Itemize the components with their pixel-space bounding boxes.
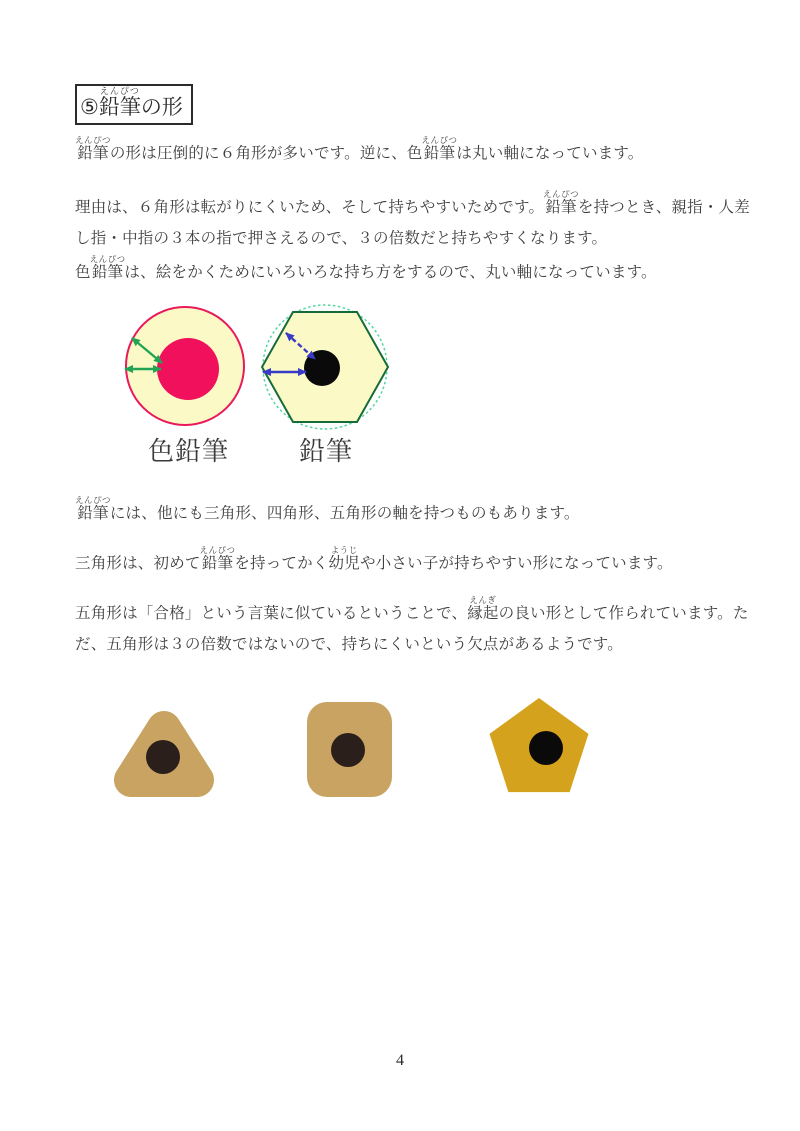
other-cross-sections-illustration [100, 690, 610, 810]
section-title-box [75, 84, 193, 125]
paragraph-other-shapes: 鉛筆えんぴつには、他にも三角形、四角形、五角形の軸を持つものもあります。 [75, 495, 580, 522]
paragraph-colored-pencil-round: 色鉛筆えんぴつは、絵をかくためにいろいろな持ち方をするので、丸い軸になっています。 [75, 254, 657, 282]
pentagon-pencil-core-circle [529, 731, 563, 765]
paragraph-pentagon: 五角形は「合格」という言葉に似ているということで、縁起えんぎの良い形として作られています。ただ、五角形は３の倍数ではないので、持ちにくいという欠点があるようです。 [75, 595, 749, 653]
label-pencil: 鉛筆 [299, 436, 354, 466]
lower-text-block [75, 495, 753, 676]
section-title-text: ⑤鉛筆えんぴつの形 [80, 86, 183, 119]
triangle-pencil-core-circle [146, 740, 180, 774]
upper-text-block [75, 84, 753, 304]
colored-pencil-core-circle [157, 338, 219, 400]
square-pencil-core-circle [331, 733, 365, 767]
paragraph-pencil-shape-intro: 鉛筆えんぴつの形は圧倒的に６角形が多いです。逆に、色鉛筆えんぴつは丸い軸になっています。 [75, 135, 644, 163]
cross-section-diagram [100, 298, 400, 434]
paragraph-hexagon-reason: 理由は、６角形は転がりにくいため、そして持ちやすいためです。鉛筆えんぴつを持つとき、親指・人差し指・中指の３本の指で押さえるので、３の倍数だと持ちやすくなります。 [75, 189, 750, 248]
paragraph-triangle: 三角形は、初めて鉛筆えんぴつを持ってかく幼児ようじや小さい子が持ちやすい形になっています。 [75, 545, 673, 572]
page-number: 4 [396, 1052, 404, 1069]
label-colored-pencil: 色鉛筆 [148, 436, 230, 466]
